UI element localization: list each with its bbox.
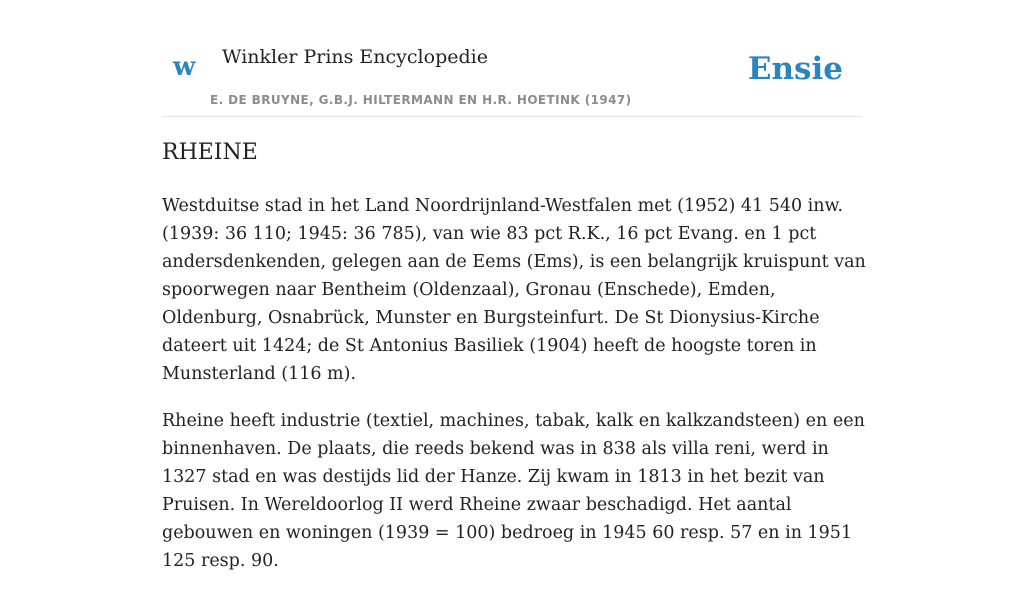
winkler-prins-logo-link[interactable]: w	[173, 52, 196, 82]
article-paragraph: Rheine heeft industrie (textiel, machines, tabak, kalk en kalkzandsteen) en een binnenhaven. De plaats, die reeds bekend was in 838 als villa reni, werd in 1327 stad en was destijds lid der Hanze. Zij kwam in 1813 in het bezit van Pruisen. In Wereldoorlog II werd Rheine zwaar beschadigd. Het aantal gebouwen en woningen (1939 = 100) bedroeg in 1945 60 resp. 57 en in 1951 125 resp. 90.	[162, 411, 865, 571]
article-paragraph: Westduitse stad in het Land Noordrijnland-Westfalen met (1952) 41 540 inw. (1939: 36 110; 1945: 36 785), van wie 83 pct R.K., 16 pct Evang. en 1 pct andersdenkenden, gelegen aan de Eems (Ems), is een belangrijk kruispunt van spoorwegen naar Bentheim (Oldenzaal), Gronau (Enschede), Emden, Oldenburg, Osnabrück, Munster en Burgsteinfurt. De St Dionysius-Kirche dateert uit 1424; de St Antonius Basiliek (1904) heeft de hoogste toren in Munsterland (116 m).	[162, 196, 866, 384]
publication-title[interactable]: Winkler Prins Encyclopedie	[222, 46, 488, 68]
ensie-logo-link[interactable]: Ensie	[747, 51, 843, 87]
article-body	[162, 192, 866, 594]
publication-authors: E. DE BRUYNE, G.B.J. HILTERMANN EN H.R. HOETINK (1947)	[210, 93, 632, 107]
header	[162, 0, 862, 117]
article-title: RHEINE	[162, 140, 258, 165]
